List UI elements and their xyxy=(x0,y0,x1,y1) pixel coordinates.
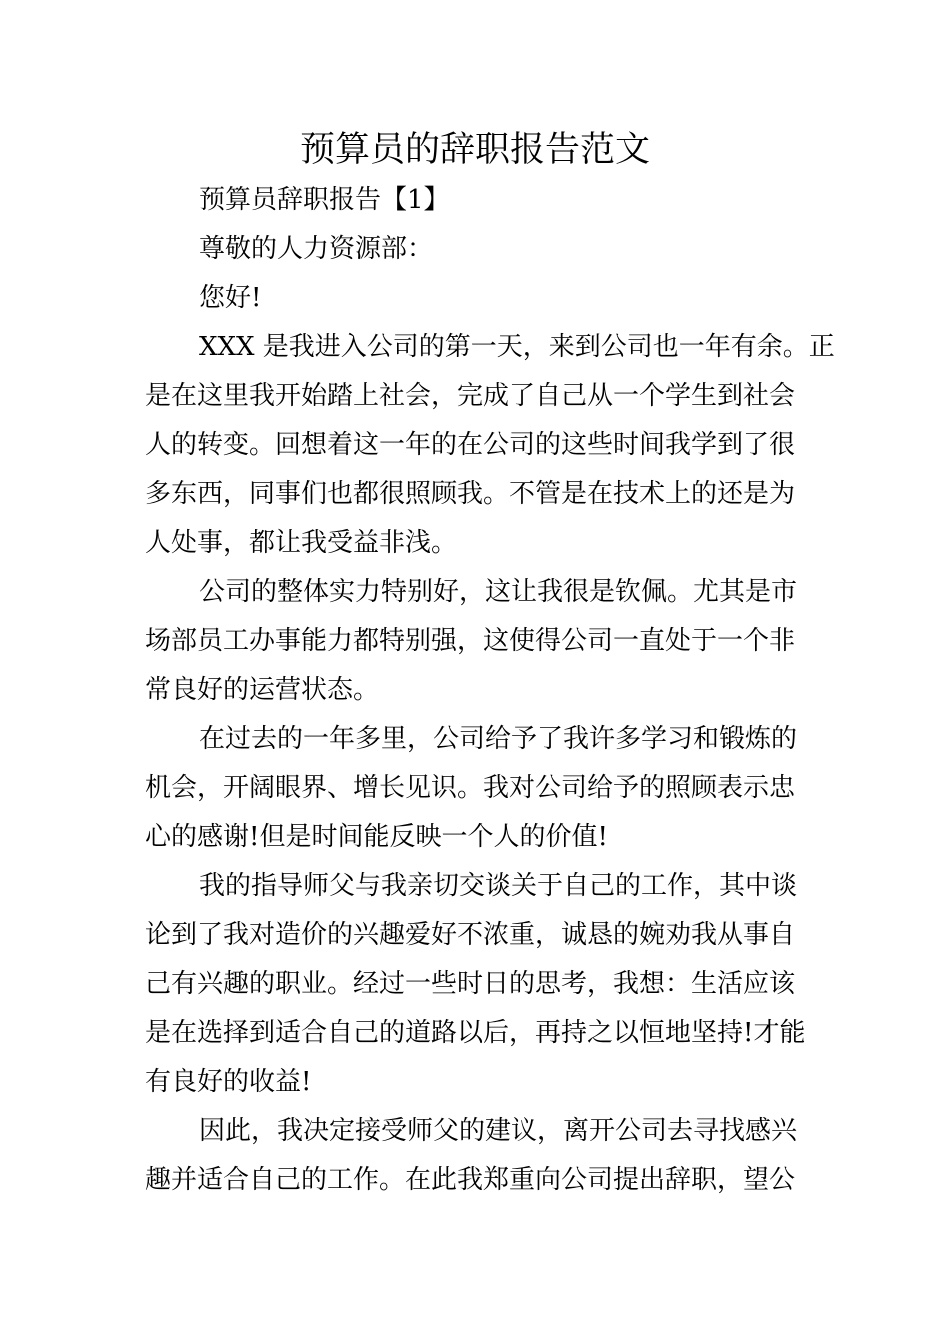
document-title: 预算员的辞职报告范文 xyxy=(299,130,650,170)
text-line: 趣并适合自己的工作。在此我郑重向公司提出辞职，望公 xyxy=(145,1165,796,1195)
text-line: 机会，开阔眼界、增长见识。我对公司给予的照顾表示忠 xyxy=(145,773,796,803)
text-line: 人的转变。回想着这一年的在公司的这些时间我学到了很 xyxy=(145,430,796,460)
text-line: 预算员辞职报告【1】 xyxy=(199,185,450,215)
text-line: 您好! xyxy=(199,283,262,313)
text-line: 多东西，同事们也都很照顾我。不管是在技术上的还是为 xyxy=(145,479,796,509)
text-line: 己有兴趣的职业。经过一些时日的思考，我想：生活应该 xyxy=(145,969,796,999)
text-line: 我的指导师父与我亲切交谈关于自己的工作，其中谈 xyxy=(199,871,798,901)
text-line: 心的感谢!但是时间能反映一个人的价值! xyxy=(145,822,608,852)
text-line: 是在选择到适合自己的道路以后，再持之以恒地坚持!才能 xyxy=(145,1018,806,1048)
document-body xyxy=(145,176,835,1205)
text-line: 场部员工办事能力都特别强，这使得公司一直处于一个非 xyxy=(145,626,796,656)
text-line: 是在这里我开始踏上社会，完成了自己从一个学生到社会 xyxy=(145,381,796,411)
text-line: 公司的整体实力特别好，这让我很是钦佩。尤其是市 xyxy=(199,577,798,607)
text-line: XXX 是我进入公司的第一天，来到公司也一年有余。正 xyxy=(199,332,835,362)
text-line: 有良好的收益! xyxy=(145,1067,312,1097)
text-line: 常良好的运营状态。 xyxy=(145,675,380,705)
text-line: 因此，我决定接受师父的建议，离开公司去寻找感兴 xyxy=(199,1116,798,1146)
text-line: 论到了我对造价的兴趣爱好不浓重，诚恳的婉劝我从事自 xyxy=(145,920,796,950)
text-line: 尊敬的人力资源部： xyxy=(199,234,434,264)
text-line: 人处事，都让我受益非浅。 xyxy=(145,528,458,558)
text-line: 在过去的一年多里，公司给予了我许多学习和锻炼的 xyxy=(199,724,798,754)
